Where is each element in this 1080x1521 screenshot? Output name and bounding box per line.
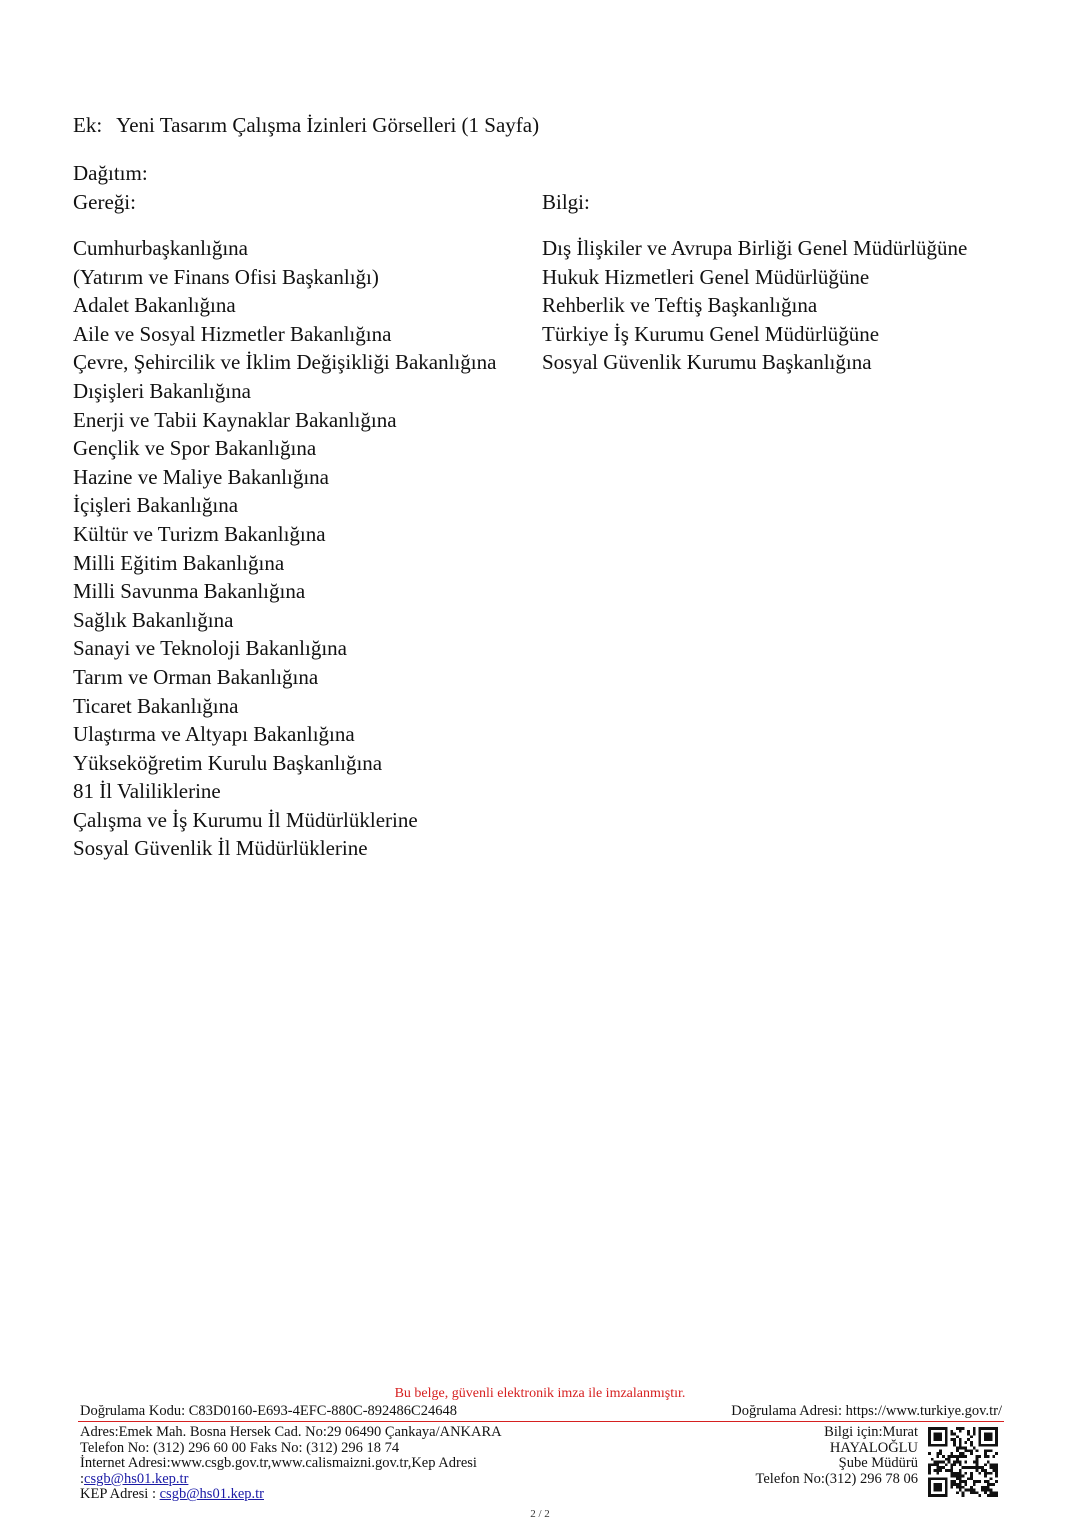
- recipient-item: Hazine ve Maliye Bakanlığına: [73, 464, 329, 489]
- page-number: 2 / 2: [530, 1508, 550, 1520]
- recipient-item: Kültür ve Turizm Bakanlığına: [73, 521, 326, 546]
- recipient-item: İçişleri Bakanlığına: [73, 493, 239, 518]
- recipient-item: 81 İl Valiliklerine: [73, 779, 221, 804]
- recipient-item: Ulaştırma ve Altyapı Bakanlığına: [73, 722, 355, 747]
- contact-kep-line: [80, 1472, 600, 1488]
- action-recipient-list: [73, 234, 533, 863]
- recipient-item: Ticaret Bakanlığına: [73, 693, 239, 718]
- recipient-item: Sağlık Bakanlığına: [73, 607, 234, 632]
- kep-prefix: :: [80, 1470, 85, 1487]
- distribution-title: Dağıtım:: [73, 161, 148, 185]
- recipient-item: Dışişleri Bakanlığına: [73, 378, 251, 403]
- signature-notice: Bu belge, güvenli elektronik imza ile imzalanmıştır.: [394, 1386, 686, 1401]
- distribution-action-column: [73, 188, 533, 863]
- contact-block: [80, 1425, 600, 1503]
- recipient-item: Adalet Bakanlığına: [73, 293, 236, 318]
- recipient-item: Sanayi ve Teknoloji Bakanlığına: [73, 636, 348, 661]
- recipient-item: Gençlik ve Spor Bakanlığına: [73, 436, 317, 461]
- distribution-info-column: [542, 188, 1012, 377]
- qr-code-icon: [928, 1427, 998, 1497]
- attachment-line: [73, 111, 539, 139]
- verification-address: Doğrulama Adresi: https://www.turkiye.gov.tr/: [731, 1403, 1002, 1419]
- recipient-item: Dış İlişkiler ve Avrupa Birliği Genel Müdürlüğüne: [542, 236, 968, 260]
- recipient-item: Türkiye İş Kurumu Genel Müdürlüğüne: [542, 321, 880, 346]
- recipient-item: Enerji ve Tabii Kaynaklar Bakanlığına: [73, 407, 397, 432]
- recipient-item: Sosyal Güvenlik Kurumu Başkanlığına: [542, 350, 872, 375]
- recipient-item: Sosyal Güvenlik İl Müdürlüklerine: [73, 836, 368, 861]
- recipient-item: Milli Savunma Bakanlığına: [73, 579, 306, 604]
- recipient-item: Cumhurbaşkanlığına: [73, 236, 248, 260]
- info-contact-block: [618, 1425, 918, 1487]
- contact-internet: İnternet Adresi:www.csgb.gov.tr,www.calismaizni.gov.tr,Kep Adresi: [80, 1455, 477, 1472]
- attachment-text: Yeni Tasarım Çalışma İzinleri Görselleri (1 Sayfa): [116, 113, 540, 137]
- recipient-item: Rehberlik ve Teftiş Başkanlığına: [542, 293, 818, 318]
- recipient-item: Milli Eğitim Bakanlığına: [73, 550, 285, 575]
- info-contact-line4: Telefon No:(312) 296 78 06: [755, 1470, 918, 1487]
- recipient-item: Yükseköğretim Kurulu Başkanlığına: [73, 750, 383, 775]
- info-recipient-list: [542, 234, 1012, 377]
- action-heading: Gereği:: [73, 190, 136, 214]
- kep-link[interactable]: csgb@hs01.kep.tr: [84, 1470, 189, 1487]
- info-contact-line1: Bilgi için:Murat: [824, 1424, 918, 1440]
- verification-code: Doğrulama Kodu: C83D0160-E693-4EFC-880C-892486C24648: [80, 1403, 457, 1419]
- kep-link-2[interactable]: csgb@hs01.kep.tr: [159, 1486, 264, 1503]
- recipient-item: (Yatırım ve Finans Ofisi Başkanlığı): [73, 264, 379, 289]
- contact-address: Adres:Emek Mah. Bosna Hersek Cad. No:29 06490 Çankaya/ANKARA: [80, 1424, 502, 1440]
- recipient-item: Çevre, Şehircilik ve İklim Değişikliği Bakanlığına: [73, 350, 497, 375]
- info-contact-line3: Şube Müdürü: [838, 1455, 918, 1472]
- kep-label: KEP Adresi :: [80, 1486, 160, 1503]
- info-heading: Bilgi:: [542, 190, 590, 214]
- contact-kep-address: [80, 1487, 600, 1503]
- recipient-item: Tarım ve Orman Bakanlığına: [73, 664, 319, 689]
- footer-divider: [78, 1421, 1004, 1422]
- attachment-label: Ek:: [73, 113, 103, 137]
- recipient-item: Hukuk Hizmetleri Genel Müdürlüğüne: [542, 264, 870, 289]
- recipient-item: Çalışma ve İş Kurumu İl Müdürlüklerine: [73, 807, 418, 832]
- recipient-item: Aile ve Sosyal Hizmetler Bakanlığına: [73, 321, 392, 346]
- contact-phone-fax: Telefon No: (312) 296 60 00 Faks No: (312) 296 18 74: [80, 1439, 400, 1456]
- info-contact-line2: HAYALOĞLU: [829, 1439, 918, 1456]
